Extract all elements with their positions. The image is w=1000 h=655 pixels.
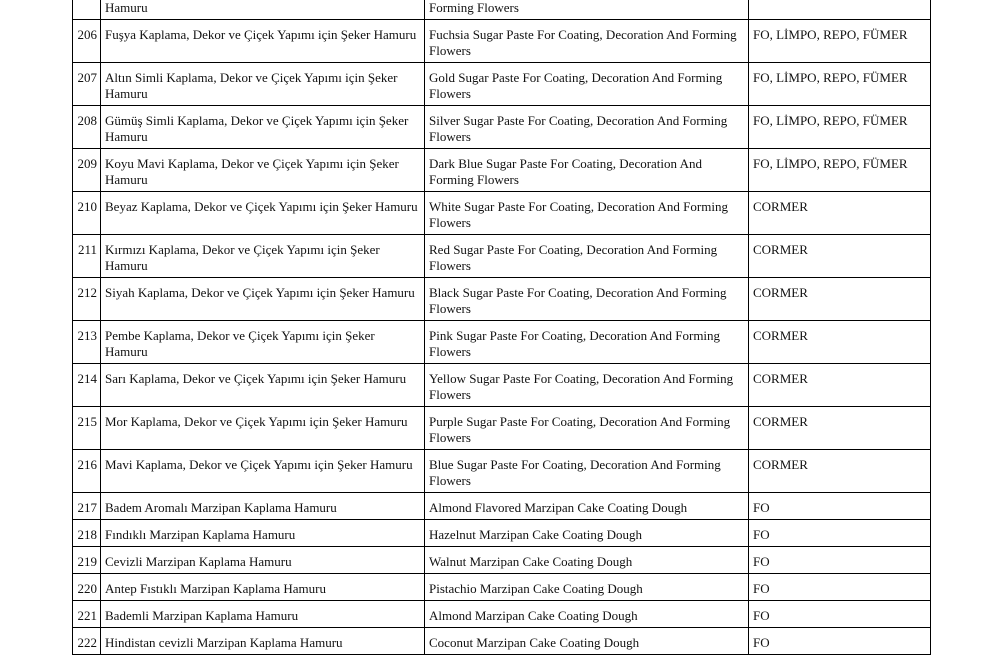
brand-cell: CORMER (749, 407, 931, 450)
turkish-name-cell: Cevizli Marzipan Kaplama Hamuru (101, 547, 425, 574)
brand-cell: CORMER (749, 278, 931, 321)
row-number-cell: 216 (73, 450, 101, 493)
row-number-cell: 220 (73, 574, 101, 601)
row-number-cell: 209 (73, 149, 101, 192)
row-number-cell: 213 (73, 321, 101, 364)
english-name-cell: Hazelnut Marzipan Cake Coating Dough (425, 520, 749, 547)
row-number-cell: 210 (73, 192, 101, 235)
brand-cell: FO (749, 601, 931, 628)
row-number-cell: 208 (73, 106, 101, 149)
english-name-cell: White Sugar Paste For Coating, Decoration And Forming Flowers (425, 192, 749, 235)
english-name-cell: Purple Sugar Paste For Coating, Decoration And Forming Flowers (425, 407, 749, 450)
english-name-cell: Yellow Sugar Paste For Coating, Decoration And Forming Flowers (425, 364, 749, 407)
brand-cell (749, 0, 931, 20)
brand-cell: FO (749, 520, 931, 547)
turkish-name-cell: Antep Fıstıklı Marzipan Kaplama Hamuru (101, 574, 425, 601)
brand-cell: FO (749, 574, 931, 601)
row-number-cell: 206 (73, 20, 101, 63)
table-row (73, 520, 931, 547)
table-row (73, 547, 931, 574)
english-name-cell: Almond Marzipan Cake Coating Dough (425, 601, 749, 628)
table-row (73, 493, 931, 520)
brand-cell: FO (749, 628, 931, 655)
brand-cell: CORMER (749, 321, 931, 364)
table-row (73, 278, 931, 321)
table-row (73, 235, 931, 278)
turkish-name-cell: Gümüş Simli Kaplama, Dekor ve Çiçek Yapımı için Şeker Hamuru (101, 106, 425, 149)
brand-cell: FO, LİMPO, REPO, FÜMER (749, 20, 931, 63)
english-name-cell: Blue Sugar Paste For Coating, Decoration And Forming Flowers (425, 450, 749, 493)
turkish-name-cell: Bademli Marzipan Kaplama Hamuru (101, 601, 425, 628)
table-row (73, 321, 931, 364)
table-row (73, 407, 931, 450)
turkish-name-cell: Sarı Kaplama, Dekor ve Çiçek Yapımı için Şeker Hamuru (101, 364, 425, 407)
english-name-cell: Gold Sugar Paste For Coating, Decoration And Forming Flowers (425, 63, 749, 106)
row-number-cell: 214 (73, 364, 101, 407)
english-name-cell: Almond Flavored Marzipan Cake Coating Dough (425, 493, 749, 520)
english-name-cell: Walnut Marzipan Cake Coating Dough (425, 547, 749, 574)
table-row (73, 192, 931, 235)
table-row (73, 20, 931, 63)
row-number-cell: 221 (73, 601, 101, 628)
english-name-cell: Dark Blue Sugar Paste For Coating, Decoration And Forming Flowers (425, 149, 749, 192)
table-row (73, 63, 931, 106)
turkish-name-cell: Hamuru (101, 0, 425, 20)
table-row (73, 574, 931, 601)
english-name-cell: Red Sugar Paste For Coating, Decoration And Forming Flowers (425, 235, 749, 278)
row-number-cell: 222 (73, 628, 101, 655)
brand-cell: FO (749, 493, 931, 520)
turkish-name-cell: Altın Simli Kaplama, Dekor ve Çiçek Yapımı için Şeker Hamuru (101, 63, 425, 106)
english-name-cell: Fuchsia Sugar Paste For Coating, Decoration And Forming Flowers (425, 20, 749, 63)
english-name-cell: Black Sugar Paste For Coating, Decoration And Forming Flowers (425, 278, 749, 321)
row-number-cell: 207 (73, 63, 101, 106)
brand-cell: CORMER (749, 235, 931, 278)
brand-cell: FO, LİMPO, REPO, FÜMER (749, 149, 931, 192)
table-row-continued (73, 0, 931, 20)
turkish-name-cell: Fındıklı Marzipan Kaplama Hamuru (101, 520, 425, 547)
english-name-cell: Pink Sugar Paste For Coating, Decoration And Forming Flowers (425, 321, 749, 364)
row-number-cell: 211 (73, 235, 101, 278)
table-row (73, 364, 931, 407)
english-name-cell: Forming Flowers (425, 0, 749, 20)
turkish-name-cell: Mavi Kaplama, Dekor ve Çiçek Yapımı için Şeker Hamuru (101, 450, 425, 493)
turkish-name-cell: Beyaz Kaplama, Dekor ve Çiçek Yapımı için Şeker Hamuru (101, 192, 425, 235)
brand-cell: CORMER (749, 450, 931, 493)
row-number-cell: 215 (73, 407, 101, 450)
brand-cell: CORMER (749, 364, 931, 407)
row-number-cell: 217 (73, 493, 101, 520)
turkish-name-cell: Kırmızı Kaplama, Dekor ve Çiçek Yapımı için Şeker Hamuru (101, 235, 425, 278)
turkish-name-cell: Badem Aromalı Marzipan Kaplama Hamuru (101, 493, 425, 520)
table-row (73, 106, 931, 149)
table-row (73, 628, 931, 655)
turkish-name-cell: Hindistan cevizli Marzipan Kaplama Hamuru (101, 628, 425, 655)
turkish-name-cell: Pembe Kaplama, Dekor ve Çiçek Yapımı için Şeker Hamuru (101, 321, 425, 364)
table-row (73, 149, 931, 192)
turkish-name-cell: Koyu Mavi Kaplama, Dekor ve Çiçek Yapımı için Şeker Hamuru (101, 149, 425, 192)
row-number-cell: 212 (73, 278, 101, 321)
table-row (73, 450, 931, 493)
table-row (73, 601, 931, 628)
product-table (72, 0, 931, 655)
brand-cell: FO, LİMPO, REPO, FÜMER (749, 106, 931, 149)
turkish-name-cell: Fuşya Kaplama, Dekor ve Çiçek Yapımı için Şeker Hamuru (101, 20, 425, 63)
brand-cell: FO, LİMPO, REPO, FÜMER (749, 63, 931, 106)
row-number-cell: 219 (73, 547, 101, 574)
english-name-cell: Silver Sugar Paste For Coating, Decoration And Forming Flowers (425, 106, 749, 149)
turkish-name-cell: Mor Kaplama, Dekor ve Çiçek Yapımı için Şeker Hamuru (101, 407, 425, 450)
brand-cell: FO (749, 547, 931, 574)
english-name-cell: Pistachio Marzipan Cake Coating Dough (425, 574, 749, 601)
english-name-cell: Coconut Marzipan Cake Coating Dough (425, 628, 749, 655)
product-table-body (73, 0, 931, 655)
brand-cell: CORMER (749, 192, 931, 235)
row-number-cell (73, 0, 101, 20)
row-number-cell: 218 (73, 520, 101, 547)
turkish-name-cell: Siyah Kaplama, Dekor ve Çiçek Yapımı için Şeker Hamuru (101, 278, 425, 321)
